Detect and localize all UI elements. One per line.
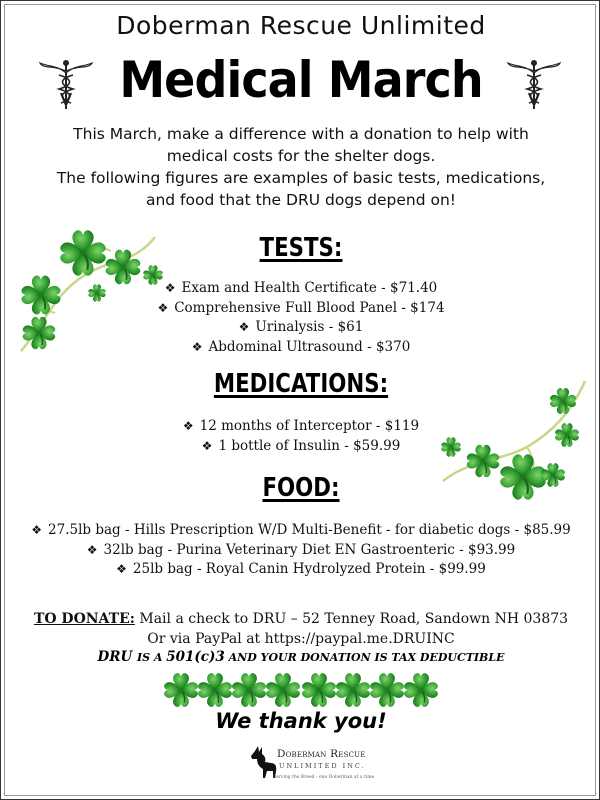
bullet-icon: ❖ (182, 419, 194, 433)
shamrock-row-icon (163, 673, 439, 709)
bullet-icon: ❖ (201, 438, 213, 453)
medications-list (1, 417, 600, 456)
bullet-icon: ❖ (31, 523, 43, 537)
bullet-icon: ❖ (86, 542, 98, 557)
logo-subtitle: UNLIMITED INC. (279, 762, 366, 770)
bullet-icon: ❖ (164, 281, 176, 295)
intro-line: and food that the DRU dogs depend on! (145, 191, 457, 209)
list-item: ❖ Comprehensive Full Blood Panel - $174 (157, 299, 445, 316)
intro-text (21, 123, 581, 211)
tax-deductible-note: DRU IS A 501(c)3 AND YOUR DONATION IS TAX DEDUCTIBLE (97, 649, 505, 665)
bullet-icon: ❖ (116, 562, 127, 576)
list-item: ❖ Urinalysis - $61 (238, 319, 364, 335)
intro-line: This March, make a difference with a donation to help with (73, 125, 529, 143)
bullet-icon: ❖ (238, 320, 250, 334)
page-title: Medical March (119, 51, 483, 109)
tests-list (1, 279, 600, 357)
food-list (1, 521, 600, 580)
list-item: ❖ 27.5lb bag - Hills Prescription W/D Multi-Benefit - for diabetic dogs - $85.99 (31, 522, 571, 538)
bullet-icon: ❖ (157, 300, 169, 315)
logo-tagline: Serving the Breed - one Doberman at a time (273, 775, 375, 780)
list-item: ❖ 25lb bag - Royal Canin Hydrolyzed Protein - $99.99 (116, 561, 486, 577)
donate-paypal-text: Or via PayPal at https://paypal.me.DRUINC (147, 631, 455, 647)
list-item: ❖ 12 months of Interceptor - $119 (182, 418, 420, 434)
donate-info (1, 609, 600, 649)
tests-heading: TESTS: (259, 233, 343, 263)
donate-mail-text: Mail a check to DRU – 52 Tenney Road, Sandown NH 03873 (134, 611, 569, 627)
intro-line: The following figures are examples of basic tests, medications, (56, 169, 546, 187)
list-item: ❖ Abdominal Ultrasound - $370 (191, 338, 411, 355)
caduceus-icon (507, 59, 561, 111)
donate-label: TO DONATE: (33, 611, 135, 627)
organization-logo (249, 745, 375, 787)
bullet-icon: ❖ (191, 339, 203, 354)
organization-title: Doberman Rescue Unlimited (116, 11, 486, 40)
list-item: ❖ 32lb bag - Purina Veterinary Diet EN Gastroenteric - $93.99 (86, 541, 516, 558)
doberman-logo-icon (249, 745, 279, 779)
thank-you-text: We thank you! (215, 709, 387, 733)
logo-name: Doberman Rescue (277, 748, 366, 760)
food-heading: FOOD: (262, 473, 340, 503)
list-item: ❖ Exam and Health Certificate - $71.40 (164, 280, 438, 296)
intro-line: medical costs for the shelter dogs. (166, 147, 436, 165)
list-item: ❖ 1 bottle of Insulin - $59.99 (201, 437, 401, 454)
medications-heading: MEDICATIONS: (213, 369, 389, 399)
